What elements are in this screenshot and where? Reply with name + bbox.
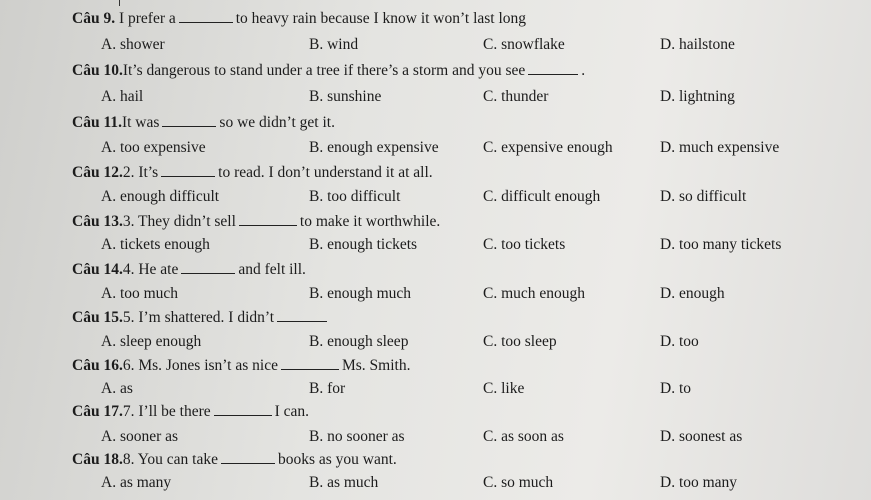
option-b: B. for	[309, 380, 346, 397]
option-a: A. sooner as	[101, 428, 179, 445]
answer-blank	[277, 320, 327, 322]
question-12	[72, 165, 433, 181]
question-text-before: I prefer a	[118, 10, 176, 27]
question-text-after: and felt ill.	[238, 261, 306, 278]
option-d: D. much expensive	[660, 139, 780, 156]
option-a: A. as many	[101, 474, 172, 491]
option-d: D. enough	[660, 285, 725, 302]
option-a: A. tickets enough	[101, 236, 210, 253]
option-c: C. like	[483, 380, 525, 397]
option-a: A. enough difficult	[101, 188, 220, 205]
option-c: C. thunder	[483, 88, 549, 105]
question-11	[72, 115, 335, 131]
question-text-after: to read. I don’t understand it at all.	[218, 164, 433, 181]
option-b: B. sunshine	[309, 88, 382, 105]
pen-mark	[119, 0, 126, 6]
option-a: A. sleep enough	[101, 333, 202, 350]
question-14	[72, 262, 306, 278]
question-text-after: to heavy rain because I know it won’t last long	[235, 10, 527, 27]
question-label: Câu 17.	[72, 403, 123, 420]
option-c: C. too sleep	[483, 333, 557, 350]
question-text-after: so we didn’t get it.	[219, 114, 335, 131]
option-c: C. as soon as	[483, 428, 564, 445]
option-d: D. to	[660, 380, 691, 397]
option-a: A. hail	[101, 88, 144, 105]
option-a: A. too expensive	[101, 139, 206, 156]
option-c: C. much enough	[483, 285, 586, 302]
question-18	[72, 452, 397, 468]
option-b: B. enough sleep	[309, 333, 409, 350]
option-b: B. enough much	[309, 285, 412, 302]
option-c: C. so much	[483, 474, 554, 491]
option-b: B. wind	[309, 36, 359, 53]
question-label: Câu 18.	[72, 451, 123, 468]
question-label: Câu 14.	[72, 261, 123, 278]
option-d: D. soonest as	[660, 428, 743, 445]
option-b: B. enough tickets	[309, 236, 418, 253]
answer-blank	[528, 73, 578, 75]
option-a: A. as	[101, 380, 133, 397]
question-17	[72, 404, 309, 420]
option-a: A. shower	[101, 36, 165, 53]
option-d: D. hailstone	[660, 36, 735, 53]
answer-blank	[281, 368, 339, 370]
question-text-before: It was	[121, 114, 160, 131]
question-15	[72, 310, 330, 326]
option-d: D. too many	[660, 474, 738, 491]
question-text-before: 7. I’ll be there	[122, 403, 211, 420]
answer-blank	[214, 414, 272, 416]
question-text-before: 8. You can take	[122, 451, 218, 468]
question-text-before: 5. I’m shattered. I didn’t	[122, 309, 275, 326]
question-text-after: books as you want.	[277, 451, 397, 468]
option-d: D. so difficult	[660, 188, 747, 205]
answer-blank	[162, 125, 216, 127]
question-9	[72, 11, 526, 27]
question-label: Câu 12.	[72, 164, 123, 181]
option-b: B. no sooner as	[309, 428, 405, 445]
question-label: Câu 15.	[72, 309, 123, 326]
question-text-after: I can.	[274, 403, 310, 420]
answer-blank	[179, 21, 233, 23]
question-10	[72, 63, 585, 79]
option-b: B. as much	[309, 474, 379, 491]
option-c: C. difficult enough	[483, 188, 601, 205]
answer-blank	[161, 175, 215, 177]
option-d: D. too many tickets	[660, 236, 782, 253]
question-text-before: It’s dangerous to stand under a tree if there’s a storm and you see	[122, 62, 526, 79]
question-13	[72, 214, 440, 230]
option-d: D. lightning	[660, 88, 735, 105]
question-text-after: Ms. Smith.	[341, 357, 411, 374]
question-text-before: 4. He ate	[122, 261, 179, 278]
option-c: C. too tickets	[483, 236, 566, 253]
option-c: C. snowflake	[483, 36, 565, 53]
option-b: B. too difficult	[309, 188, 401, 205]
question-text-before: 6. Ms. Jones isn’t as nice	[122, 357, 278, 374]
answer-blank	[221, 462, 275, 464]
question-label: Câu 16.	[72, 357, 123, 374]
option-b: B. enough expensive	[309, 139, 439, 156]
option-d: D. too	[660, 333, 699, 350]
question-text-before: 2. It’s	[122, 164, 159, 181]
question-text-after: to make it worthwhile.	[299, 213, 441, 230]
option-a: A. too much	[101, 285, 179, 302]
question-label: Câu 11.	[72, 114, 122, 131]
question-16	[72, 358, 410, 374]
question-label: Câu 9.	[72, 10, 116, 27]
question-label: Câu 10.	[72, 62, 123, 79]
question-text-before: 3. They didn’t sell	[122, 213, 236, 230]
answer-blank	[239, 224, 297, 226]
question-label: Câu 13.	[72, 213, 123, 230]
option-c: C. expensive enough	[483, 139, 613, 156]
question-text-after: .	[581, 62, 586, 79]
answer-blank	[181, 272, 235, 274]
